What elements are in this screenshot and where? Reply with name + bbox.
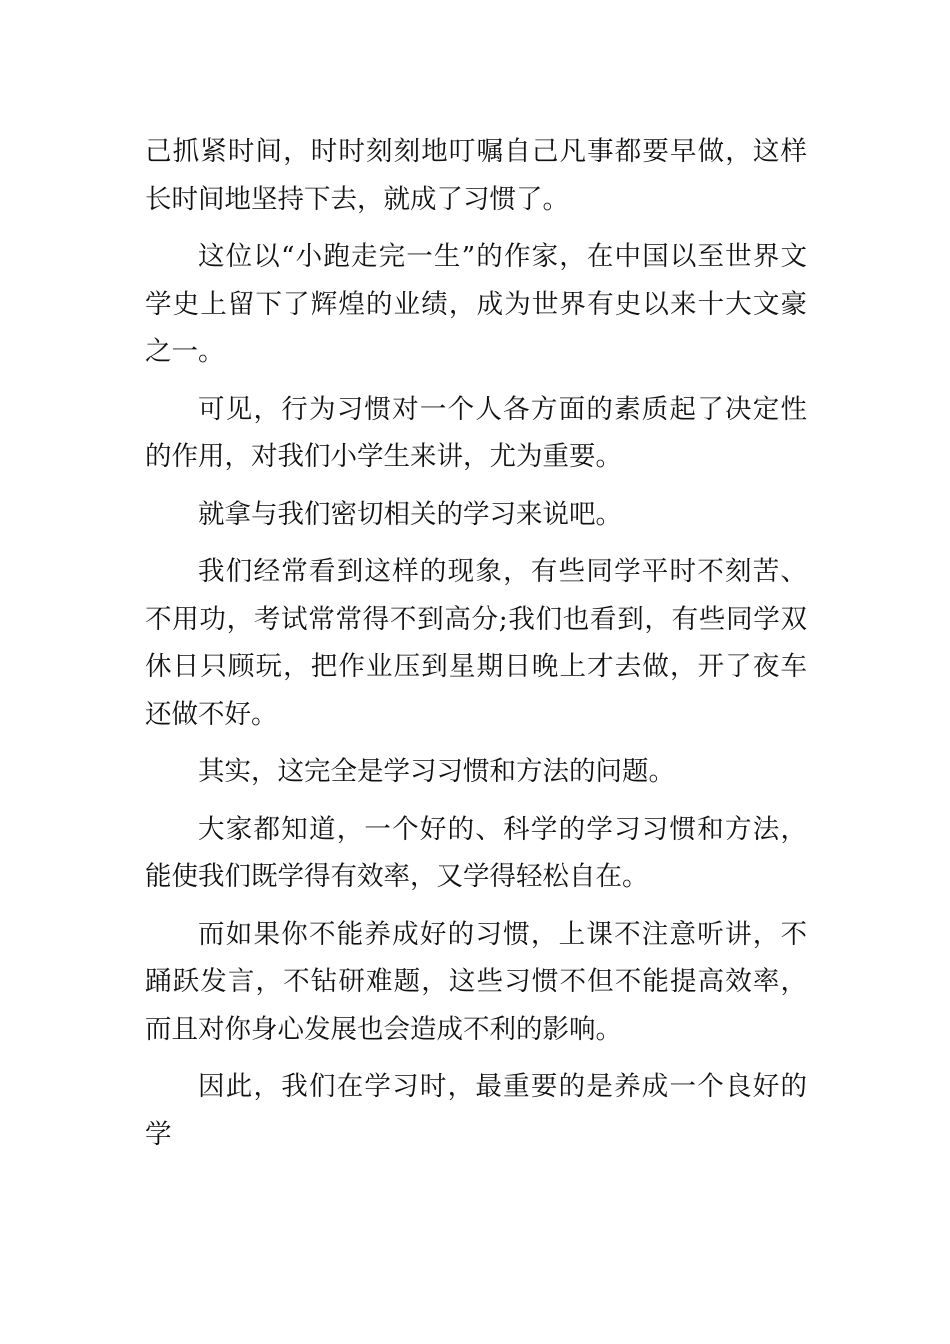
paragraph: 我们经常看到这样的现象，有些同学平时不刻苦、不用功，考试常常得不到高分;我们也看到，有些同学双休日只顾玩，把作业压到星期日晚上才去做，开了夜车还做不好。 bbox=[145, 556, 807, 730]
paragraph: 而如果你不能养成好的习惯，上课不注意听讲，不踊跃发言，不钻研难题，这些习惯不但不能提高效率，而且对你身心发展也会造成不利的影响。 bbox=[145, 918, 807, 1045]
paragraph-continued: 己抓紧时间，时时刻刻地叮嘱自己凡事都要早做，这样长时间地坚持下去，就成了习惯了。 bbox=[145, 136, 807, 215]
paragraph: 这位以“小跑走完一生”的作家，在中国以至世界文学史上留下了辉煌的业绩，成为世界有史以来十大文豪之一。 bbox=[145, 241, 807, 367]
paragraph: 其实，这完全是学习习惯和方法的问题。 bbox=[198, 756, 675, 787]
paragraph-truncated: 因此，我们在学习时，最重要的是养成一个良好的学 bbox=[145, 1071, 807, 1150]
document-body bbox=[145, 128, 807, 1168]
paragraph: 可见，行为习惯对一个人各方面的素质起了决定性的作用，对我们小学生来讲，尤为重要。 bbox=[145, 393, 807, 472]
paragraph: 大家都知道，一个好的、科学的学习习惯和方法，能使我们既学得有效率，又学得轻松自在。 bbox=[145, 813, 807, 892]
paragraph: 就拿与我们密切相关的学习来说吧。 bbox=[198, 498, 622, 530]
